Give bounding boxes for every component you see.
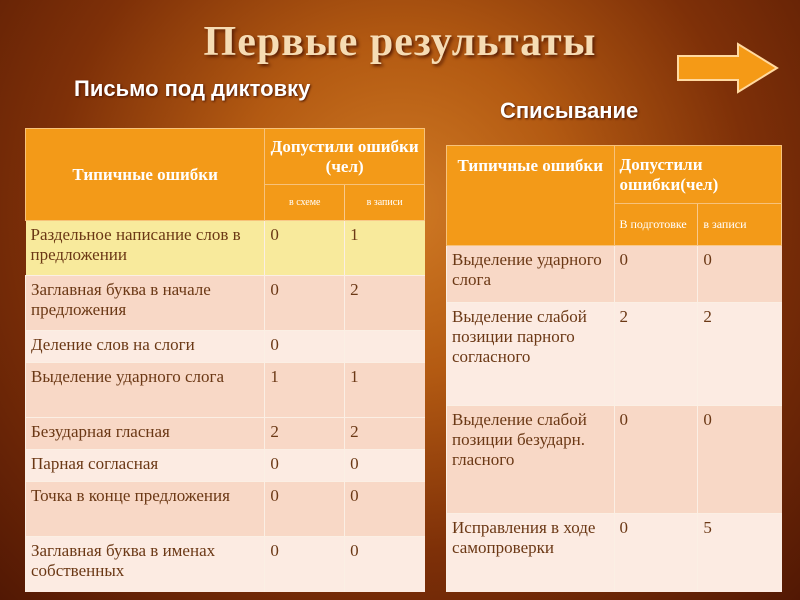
table-row (447, 514, 782, 592)
record-count (345, 331, 425, 363)
error-name: Выделение ударного слога (447, 246, 615, 303)
error-name: Точка в конце предложения (26, 482, 265, 537)
error-name: Безударная гласная (26, 418, 265, 450)
scheme-count: 1 (265, 363, 345, 418)
table-row (26, 450, 425, 482)
error-name: Заглавная буква в начале предложения (26, 276, 265, 331)
preparation-count: 2 (614, 303, 698, 406)
table-row (447, 303, 782, 406)
scheme-count: 0 (265, 482, 345, 537)
record-count: 5 (698, 514, 782, 592)
preparation-count: 0 (614, 514, 698, 592)
error-name: Выделение ударного слога (26, 363, 265, 418)
error-name: Парная согласная (26, 450, 265, 482)
dictation-subtitle: Письмо под диктовку (74, 76, 311, 101)
table-row (26, 276, 425, 331)
slide-title: Первые результаты (203, 19, 597, 65)
header-typical-errors: Типичные ошибки (447, 146, 615, 246)
scheme-count: 0 (265, 537, 345, 592)
header-made-errors: Допустили ошибки (чел) (265, 129, 425, 185)
error-name: Раздельное написание слов в предложении (26, 221, 265, 276)
preparation-count: 0 (614, 406, 698, 514)
record-count: 2 (345, 276, 425, 331)
scheme-count: 0 (265, 331, 345, 363)
dictation-results-table (25, 128, 425, 592)
header-typical-errors: Типичные ошибки (26, 129, 265, 221)
scheme-count: 0 (265, 276, 345, 331)
record-count: 0 (345, 537, 425, 592)
copying-results-table (446, 145, 782, 592)
table-row (447, 246, 782, 303)
record-count: 2 (345, 418, 425, 450)
preparation-count: 0 (614, 246, 698, 303)
header-in-preparation: В подготовке (614, 204, 698, 246)
record-count: 0 (345, 450, 425, 482)
header-in-scheme: в схеме (265, 185, 345, 221)
record-count: 0 (698, 406, 782, 514)
copying-subtitle: Списывание (500, 98, 639, 123)
scheme-count: 0 (265, 450, 345, 482)
right-arrow-icon[interactable] (676, 42, 780, 94)
record-count: 0 (698, 246, 782, 303)
error-name: Заглавная буква в именах собственных (26, 537, 265, 592)
header-in-record: в записи (345, 185, 425, 221)
error-name: Деление слов на слоги (26, 331, 265, 363)
table-row (26, 482, 425, 537)
record-count: 0 (345, 482, 425, 537)
table-row (26, 418, 425, 450)
table-row (447, 406, 782, 514)
scheme-count: 2 (265, 418, 345, 450)
record-count: 2 (698, 303, 782, 406)
scheme-count: 0 (265, 221, 345, 276)
record-count: 1 (345, 221, 425, 276)
error-name: Выделение слабой позиции безударн. гласного (447, 406, 615, 514)
table-row (26, 221, 425, 276)
error-name: Выделение слабой позиции парного согласного (447, 303, 615, 406)
error-name: Исправления в ходе самопроверки (447, 514, 615, 592)
header-in-record: в записи (698, 204, 782, 246)
header-made-errors: Допустили ошибки(чел) (614, 146, 782, 204)
table-row (26, 331, 425, 363)
table-row (26, 363, 425, 418)
table-row (26, 537, 425, 592)
record-count: 1 (345, 363, 425, 418)
